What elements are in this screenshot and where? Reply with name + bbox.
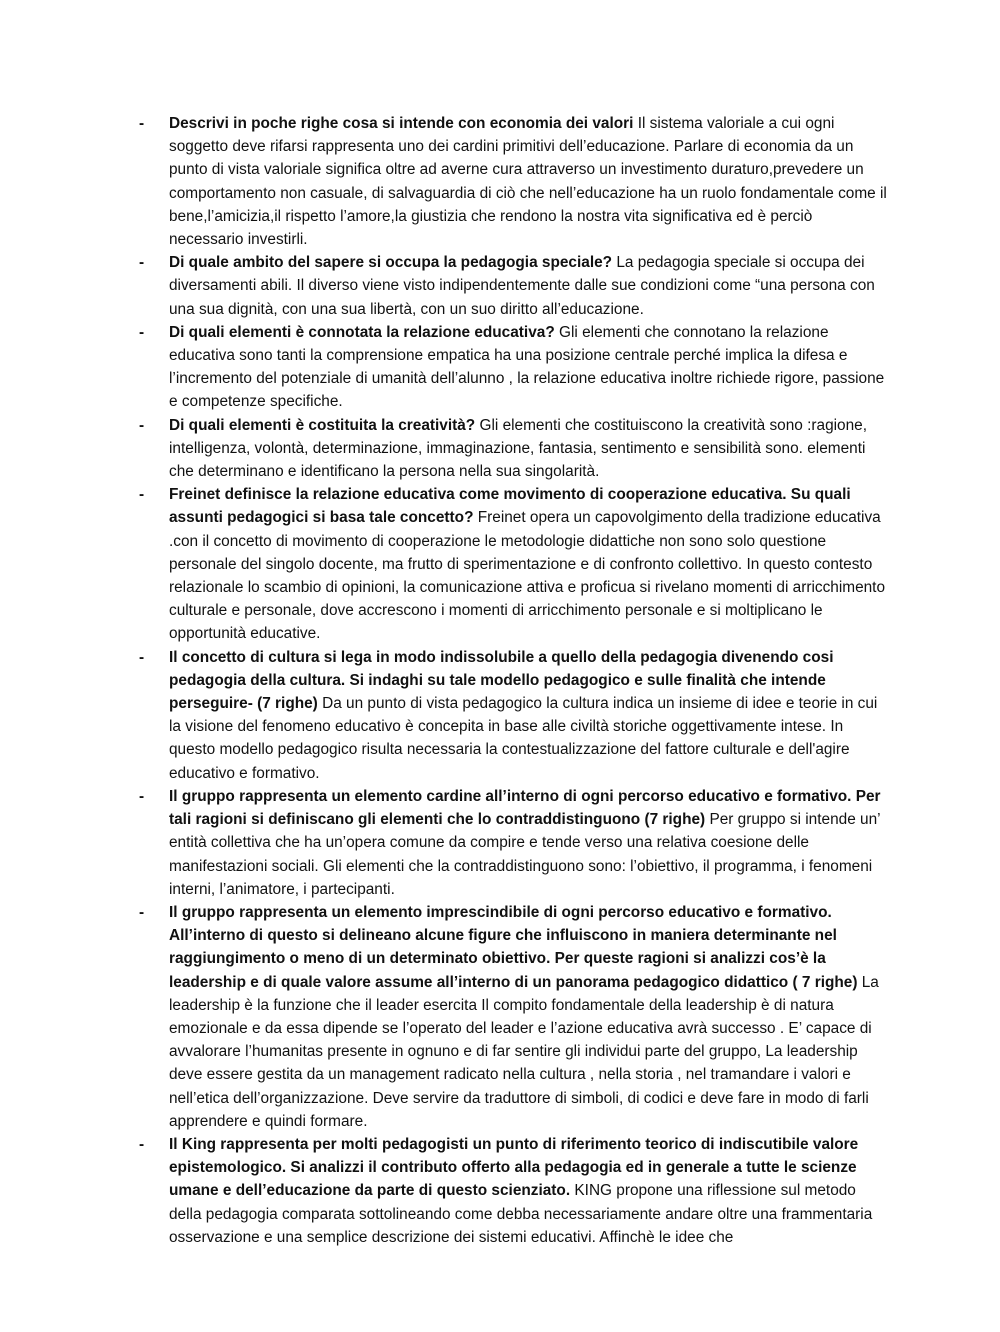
list-item [130,321,890,414]
list-bullet: - [139,486,145,504]
answer-text: Gli elementi che costituiscono la creatività sono :ragione, intelligenza, volontà, determinazione, immaginazione, fantasia, sentimento e sensibilità sono. elementi che determinano e identificano la persona nella sua singolarità. [169,416,868,481]
list-bullet: - [139,1135,145,1153]
list-bullet: - [139,903,145,921]
question-text: Di quali elementi è connotata la relazione educativa? [169,323,555,341]
answer-text: La pedagogia speciale si occupa dei diversamenti abili. Il diverso viene visto indipendentemente dalle sue condizioni come “una persona con una sua dignità, con una sua libertà, con un suo diritto all’educazione. [169,254,875,318]
list-item [130,483,890,645]
answer-text: Gli elementi che connotano la relazione educativa sono tanti la comprensione empatica ha una posizione centrale perché implica la difesa e l’incremento del potenziale di umanità dell’alunno , la relazione educativa inoltre richiede rigore, passione e competenze specifiche. [169,323,885,411]
list-bullet: - [139,416,145,434]
question-text: Il King rappresenta per molti pedagogisti un punto di riferimento teorico di indiscutibile valore epistemologico. Si analizzi il contributo offerto alla pedagogia ed in generale a tutte le scienze umane e dell’educazione da parte di questo scienziato. [169,1135,859,1200]
list-bullet: - [139,323,145,341]
list-bullet: - [139,254,145,272]
question-text: Descrivi in poche righe cosa si intende con economia dei valori [169,115,634,132]
question-text: Di quale ambito del sapere si occupa la pedagogia speciale? [169,254,613,272]
question-text: Il concetto di cultura si lega in modo indissolubile a quello della pedagogia divenendo cosi pedagogia della cultura. Si indaghi su tale modello pedagogico e sulle finalità che intende perseguire- (7 righe) [169,648,834,713]
answer-text: Per gruppo si intende un’ entità collettiva che ha un’opera comune da compire e tende verso una relativa coesione delle manifestazioni sociali. Gli elementi che la contraddistinguono sono: l’obiettivo, il programma, i fenomeni interni, l’animatore, i partecipanti. [169,811,880,898]
list-item [130,901,890,1133]
list-bullet: - [139,648,145,666]
answer-text: Freinet opera un capovolgimento della tradizione educativa .con il concetto di movimento di cooperazione le metodologie didattiche non sono solo questione personale del singolo docente, ma frutto di sperimentazione e di confronto collettivo. In questo contesto relazionale lo scambio di opinioni, la comunicazione attiva e proficua si rivelano momenti di arricchimento culturale e personale, dove accrescono i momenti di arricchimento personale e si moltiplicano le opportunità educative. [169,509,886,643]
list-item [130,112,890,251]
question-text: Il gruppo rappresenta un elemento cardine all’interno di ogni percorso educativo e formativo. Per tali ragioni si definiscano gli elementi che lo contraddistinguono (7 righe) [169,787,881,829]
list-item [130,785,890,901]
list-bullet: - [139,115,145,132]
list-item [130,251,890,321]
question-answer-list [130,112,890,1249]
question-text: Freinet definisce la relazione educativa come movimento di cooperazione educativa. Su quali assunti pedagogici si basa tale concetto? [169,486,851,527]
question-text: Il gruppo rappresenta un elemento imprescindibile di ogni percorso educativo e formativo. All’interno di questo si delineano alcune figure che influiscono in maniera determinante nel raggiungimento o meno di un determinato obiettivo. Per queste ragioni si analizzi cos’è la leadership e di quale valore assume all’interno di un panorama pedagogico didattico ( 7 righe) [169,903,858,991]
list-item [130,1133,890,1249]
answer-text: Il sistema valoriale a cui ogni soggetto deve rifarsi rappresenta uno dei cardini primitivi dell’educazione. Parlare di economia da un punto di vista valoriale significa oltre ad averne cura attraverso un investimento duraturo,prevedere un comportamento non casuale, di salvaguardia di ciò che nell’educazione ha un ruolo fondamentale come il bene,l’amicizia,il rispetto l’amore,la giustizia che rendono la nostra vita significativa ed è perciò necessario investirli. [169,115,887,249]
answer-text: KING propone una riflessione sul metodo della pedagogia comparata sottolineando come debba necessariamente andare oltre una frammentaria osservazione e una semplice descrizione dei sistemi educativi. Affinchè le idee che [169,1182,873,1246]
list-item [130,414,890,484]
answer-text: La leadership è la funzione che il leader esercita Il compito fondamentale della leadership è di natura emozionale e da essa dipende se l’operato del leader e l’azione educativa avrà successo . E’ capace di avvalorare l’humanitas presente in ognuno e di far sentire gli individui parte del gruppo, La leadership deve essere gestita da un management radicato nella cultura , nella storia , nel tramandare i valori e nell’etica dell’organizzazione. Deve servire da traduttore di simboli, di codici e deve fare in modo di farli apprendere e quindi formare. [169,973,879,1130]
answer-text: Da un punto di vista pedagogico la cultura indica un insieme di idee e teorie in cui la visione del fenomeno educativo è concepita in base alle civiltà storiche oggettivamente intese. In questo modello pedagogico risulta necessaria la contestualizzazione del fattore culturale e dell'agire educativo e formativo. [169,695,878,782]
list-bullet: - [139,787,145,805]
list-item [130,646,890,785]
question-text: Di quali elementi è costituita la creatività? [169,416,476,434]
